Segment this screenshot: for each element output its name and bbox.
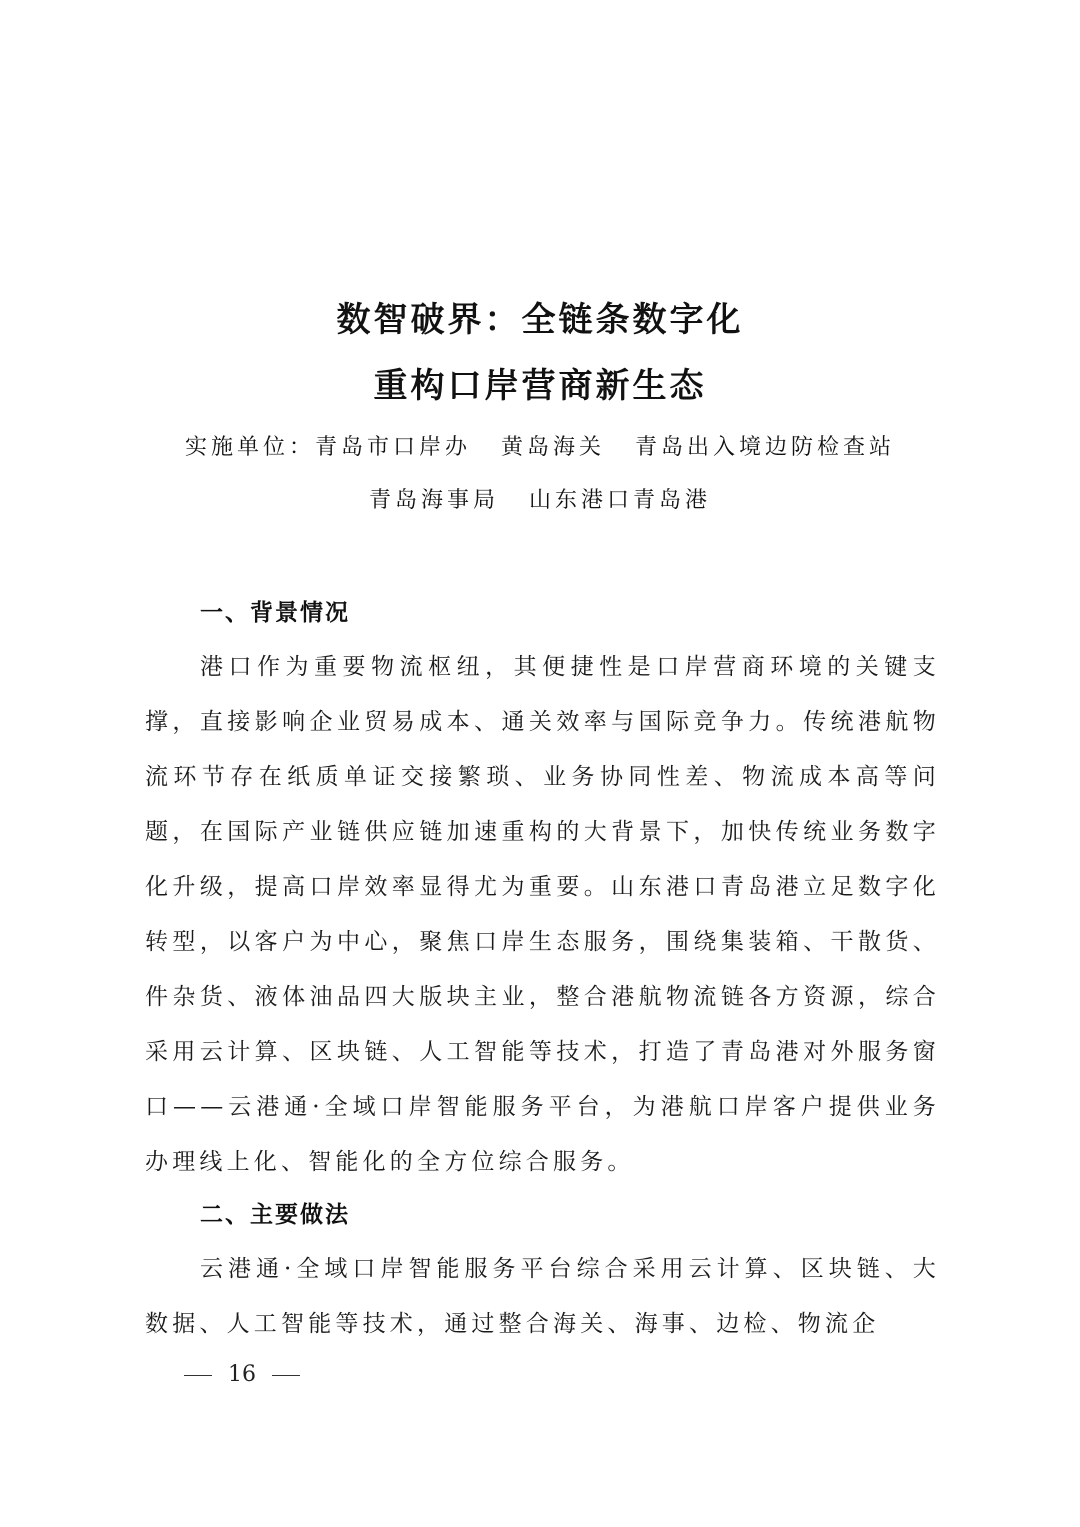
implementing-units-line-1 [0,433,1080,463]
unit-name: 青岛出入境边防检查站 [635,435,896,460]
section-paragraph-main-practices: 云港通·全域口岸智能服务平台综合采用云计算、区块链、大数据、人工智能等技术，通过整合海关、海事、边检、物流企 [145,1256,940,1337]
dash-left [184,1375,212,1376]
implementing-units-line-2 [0,486,1080,516]
implementing-units-label: 实施单位： [184,435,315,460]
document-title-line-1: 数智破界：全链条数字化 [336,300,744,340]
section-heading-main-practices: 二、主要做法 [200,1202,350,1228]
section-heading-background: 一、背景情况 [200,600,350,626]
dash-right [272,1375,300,1376]
unit-name: 青岛市口岸办 [314,435,471,460]
unit-name: 青岛海事局 [368,488,499,513]
document-title-line-2: 重构口岸营商新生态 [373,366,707,406]
page-number-footer [168,1360,316,1390]
unit-name: 黄岛海关 [501,435,606,460]
page-number: 16 [228,1362,256,1387]
section-paragraph-background: 港口作为重要物流枢纽，其便捷性是口岸营商环境的关键支撑，直接影响企业贸易成本、通关效率与国际竞争力。传统港航物流环节存在纸质单证交接繁琐、业务协同性差、物流成本高等问题，在国际产业链供应链加速重构的大背景下，加快传统业务数字化升级，提高口岸效率显得尤为重要。山东港口青岛港立足数字化转型，以客户为中心，聚焦口岸生态服务，围绕集装箱、干散货、件杂货、液体油品四大版块主业，整合港航物流链各方资源，综合采用云计算、区块链、人工智能等技术，打造了青岛港对外服务窗口——云港通·全域口岸智能服务平台，为港航口岸客户提供业务办理线上化、智能化的全方位综合服务。 [145,654,940,1175]
unit-name: 山东港口青岛港 [529,488,712,513]
